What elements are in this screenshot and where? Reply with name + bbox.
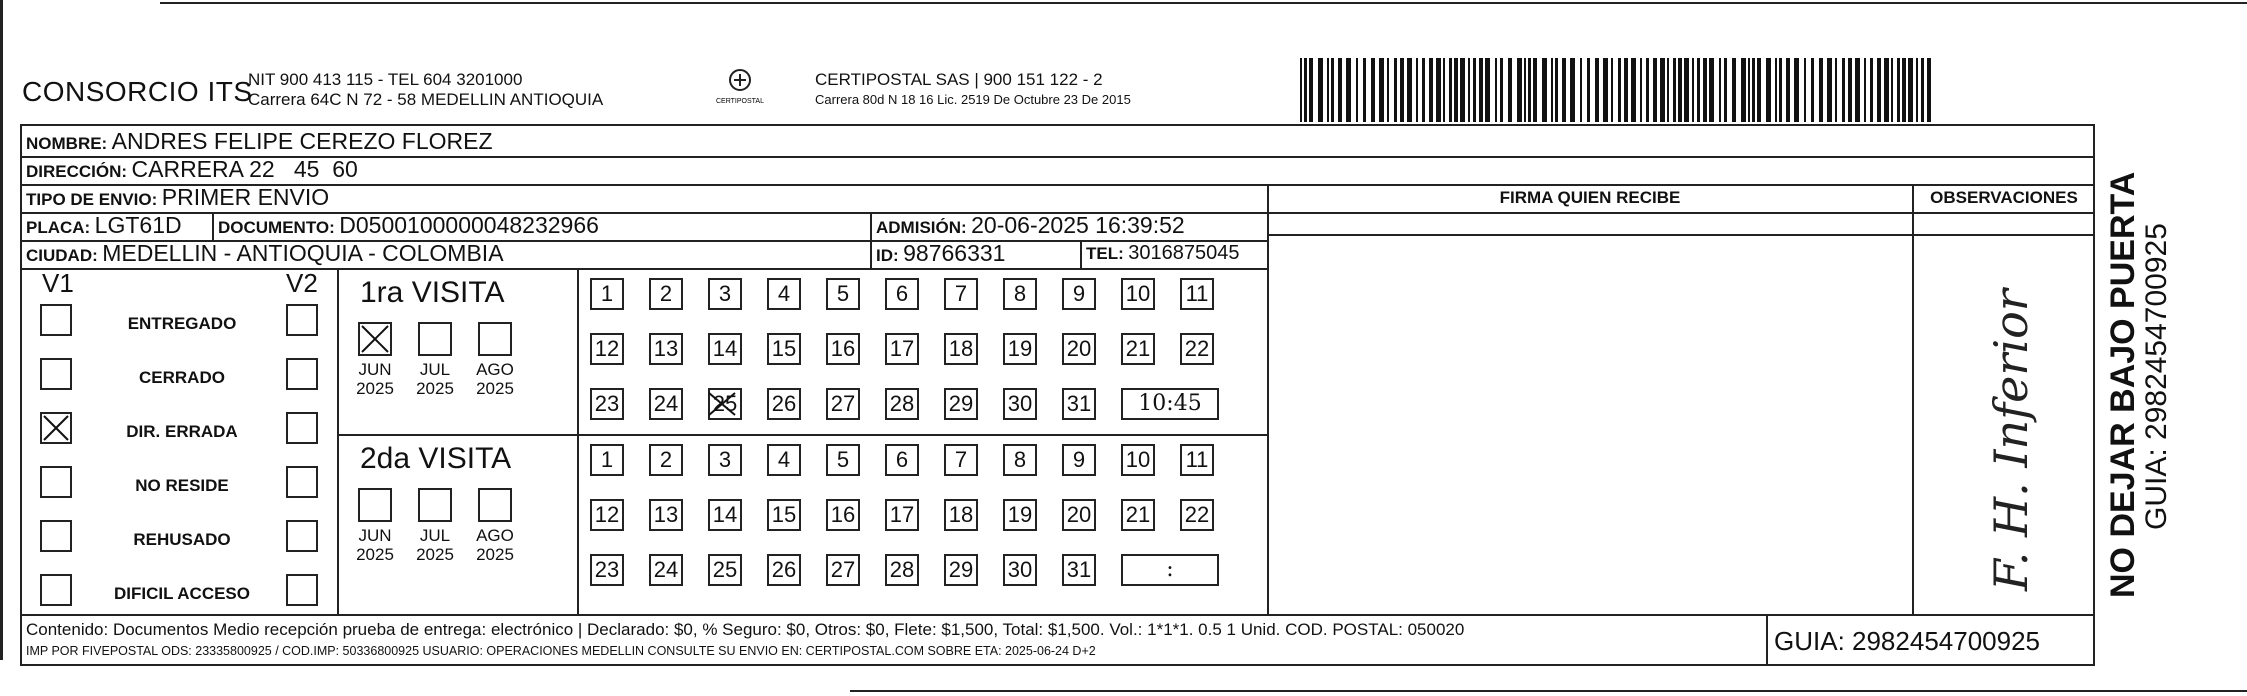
footer-contenido: Contenido: Documentos Medio recepción prueba de entrega: electrónico | Declarado: $0, % Seguro: $0, Otros: $0, Flete: $1,500, Total: $1,500. Vol.: 1*1*1. 0.5 1 Unid. COD. POSTAL: 050020 [26,620,1465,639]
visit1-month-box-0[interactable] [358,322,392,356]
direccion-value: CARRERA 22 45 60 [131,156,358,182]
visit2-day[interactable]: 6 [885,444,919,476]
visit2-day[interactable]: 20 [1062,499,1096,531]
direccion-row [26,156,358,183]
status-option-label: REHUSADO [133,530,231,549]
no-dejar-text: NO DEJAR BAJO PUERTA [2104,171,2142,598]
visit1-day[interactable]: 17 [885,333,919,365]
tipo-label: TIPO DE ENVIO: [26,190,158,209]
visit1-day[interactable]: 27 [826,388,860,420]
nombre-row [26,128,493,155]
visit2-day[interactable]: 18 [944,499,978,531]
status-option-label: NO RESIDE [135,476,229,495]
visit2-title: 2da VISITA [360,442,512,475]
visit2-day[interactable]: 14 [708,499,742,531]
visit2-day[interactable]: 27 [826,554,860,586]
firma-header: FIRMA QUIEN RECIBE [1499,188,1681,207]
visit2-day[interactable]: 11 [1180,444,1214,476]
bottom-line [850,690,2247,692]
ciudad-value: MEDELLIN - ANTIOQUIA - COLOMBIA [102,240,504,266]
visit2-month-box-2[interactable] [478,488,512,522]
visit1-day[interactable]: 18 [944,333,978,365]
visit2-day[interactable]: 5 [826,444,860,476]
observaciones-area [1914,236,2092,614]
admision-value: 20-06-2025 16:39:52 [971,212,1185,238]
visit2-month-label: JUL 2025 [416,526,454,564]
v2-label: V2 [286,268,318,298]
v1-checkbox-3[interactable] [40,466,72,498]
visit2-day[interactable]: 3 [708,444,742,476]
ciudad-label: CIUDAD: [26,246,98,265]
status-option-label: DIFICIL ACCESO [113,584,250,603]
address-line: Carrera 64C N 72 - 58 MEDELLIN ANTIOQUIA [248,90,604,109]
signature-area [1268,236,1912,614]
visit2-month-label: JUN 2025 [356,526,394,564]
footer-imp: IMP POR FIVEPOSTAL ODS: 23335800925 / COD.IMP: 50336800925 USUARIO: OPERACIONES MEDELLIN CONSULTE SU ENVIO EN: CERTIPOSTAL.COM SOBRE ETA: 2025-06-24 D+2 [26,644,1096,658]
visit1-day[interactable]: 12 [590,333,624,365]
visit1-month-label: JUL 2025 [416,360,454,398]
left-border [0,0,3,660]
visit2-day[interactable]: 1 [590,444,624,476]
side-guia-text: GUIA: 2982454700925 [2140,223,2173,530]
top-border [160,2,2247,4]
v1-checkbox-0[interactable] [40,304,72,336]
v1-checkbox-1[interactable] [40,358,72,390]
visit2-day[interactable]: 7 [944,444,978,476]
id-label: ID: [876,246,899,265]
v1-label: V1 [42,268,74,298]
visit2-day[interactable]: 26 [767,554,801,586]
visit1-day[interactable]: 22 [1180,333,1214,365]
v1-checkbox-5[interactable] [40,574,72,606]
observaciones-header: OBSERVACIONES [1930,188,2078,207]
visit1-day[interactable]: 5 [826,278,860,310]
v2-checkbox-2[interactable] [286,412,318,444]
visit1-day[interactable]: 9 [1062,278,1096,310]
visit2-time[interactable]: : [1121,554,1219,586]
visit2-day[interactable]: 31 [1062,554,1096,586]
visit2-day[interactable]: 19 [1003,499,1037,531]
id-row [876,240,1005,267]
company-info [248,70,603,110]
visit1-day[interactable]: 24 [649,388,683,420]
visit1-day[interactable]: 26 [767,388,801,420]
visit1-day[interactable]: 29 [944,388,978,420]
tipo-row [26,184,329,211]
tel-label: TEL: [1086,244,1124,263]
visit2-day[interactable]: 16 [826,499,860,531]
nombre-value: ANDRES FELIPE CEREZO FLOREZ [111,128,493,154]
visit1-day[interactable]: 15 [767,333,801,365]
visit1-day[interactable]: 8 [1003,278,1037,310]
visit2-day[interactable]: 10 [1121,444,1155,476]
v1-checkbox-2[interactable] [40,412,72,444]
visit2-day[interactable]: 24 [649,554,683,586]
visit2-day[interactable]: 12 [590,499,624,531]
certipostal-info [815,70,1131,110]
footer-guia: GUIA: 2982454700925 [1774,626,2040,656]
status-option-label: CERRADO [139,368,225,387]
visit2-month-box-0[interactable] [358,488,392,522]
handwritten-note: F. H. Inferior [1984,289,2038,591]
v1-checkbox-4[interactable] [40,520,72,552]
visit1-day[interactable]: 21 [1121,333,1155,365]
admision-row [876,212,1185,239]
visit1-day[interactable]: 19 [1003,333,1037,365]
svg-text:CERTIPOSTAL: CERTIPOSTAL [716,98,764,105]
v2-checkbox-4[interactable] [286,520,318,552]
visit1-month-label: JUN 2025 [356,360,394,398]
v2-checkbox-0[interactable] [286,304,318,336]
visit1-day[interactable]: 23 [590,388,624,420]
admision-label: ADMISIÓN: [876,218,967,237]
documento-row [218,212,599,239]
ciudad-row [26,240,504,267]
id-value: 98766331 [903,240,1006,266]
visit1-title: 1ra VISITA [360,276,505,309]
visit1-day[interactable]: 20 [1062,333,1096,365]
tel-value: 3016875045 [1128,242,1240,264]
visit1-day[interactable]: 1 [590,278,624,310]
delivery-form [20,124,2095,666]
v2-checkbox-5[interactable] [286,574,318,606]
visit1-day[interactable]: 25 [708,388,742,420]
visit1-day[interactable]: 31 [1062,388,1096,420]
visit2-day[interactable]: 21 [1121,499,1155,531]
visit2-day[interactable]: 22 [1180,499,1214,531]
visit1-day[interactable]: 3 [708,278,742,310]
visit2-month-label: AGO 2025 [476,526,514,564]
tel-row [1086,242,1239,265]
visit1-month-box-1[interactable] [418,322,452,356]
v2-checkbox-1[interactable] [286,358,318,390]
company-name: CONSORCIO ITS [22,76,253,107]
visit1-day[interactable]: 2 [649,278,683,310]
nit-line: NIT 900 413 115 - TEL 604 3201000 [248,70,523,89]
v2-checkbox-3[interactable] [286,466,318,498]
visit1-day[interactable]: 16 [826,333,860,365]
cert-line: CERTIPOSTAL SAS | 900 151 122 - 2 [815,70,1103,89]
visit1-day[interactable]: 6 [885,278,919,310]
visit1-day[interactable]: 7 [944,278,978,310]
visit2-day[interactable]: 17 [885,499,919,531]
nombre-label: NOMBRE: [26,134,108,153]
direccion-label: DIRECCIÓN: [26,162,128,181]
visit1-day[interactable]: 30 [1003,388,1037,420]
visit2-day[interactable]: 9 [1062,444,1096,476]
visit2-day[interactable]: 30 [1003,554,1037,586]
visit2-month-box-1[interactable] [418,488,452,522]
placa-label: PLACA: [26,218,91,237]
visit2-day[interactable]: 29 [944,554,978,586]
visit1-day[interactable]: 4 [767,278,801,310]
tipo-value: PRIMER ENVIO [161,184,330,210]
placa-row [26,212,182,239]
visit2-day[interactable]: 23 [590,554,624,586]
certipostal-logo [712,66,768,106]
visit2-day[interactable]: 25 [708,554,742,586]
license-line: Carrera 80d N 18 16 Lic. 2519 De Octubre 23 De 2015 [815,92,1131,107]
visit1-time[interactable]: 10:45 [1121,388,1219,420]
placa-value: LGT61D [94,212,182,238]
visit2-day[interactable]: 8 [1003,444,1037,476]
barcode [1300,58,1935,122]
visit1-day[interactable]: 11 [1180,278,1214,310]
status-option-label: ENTREGADO [127,314,237,333]
visit1-day[interactable]: 10 [1121,278,1155,310]
visit2-day[interactable]: 28 [885,554,919,586]
visit1-month-box-2[interactable] [478,322,512,356]
visit1-day[interactable]: 14 [708,333,742,365]
visit2-day[interactable]: 4 [767,444,801,476]
documento-label: DOCUMENTO: [218,218,335,237]
visit1-day[interactable]: 28 [885,388,919,420]
visit2-day[interactable]: 15 [767,499,801,531]
status-option-label: DIR. ERRADA [126,422,238,441]
visit2-day[interactable]: 2 [649,444,683,476]
visit2-day[interactable]: 13 [649,499,683,531]
documento-value: D0500100000048232966 [339,212,599,238]
visit1-month-label: AGO 2025 [476,360,514,398]
visit1-day[interactable]: 13 [649,333,683,365]
